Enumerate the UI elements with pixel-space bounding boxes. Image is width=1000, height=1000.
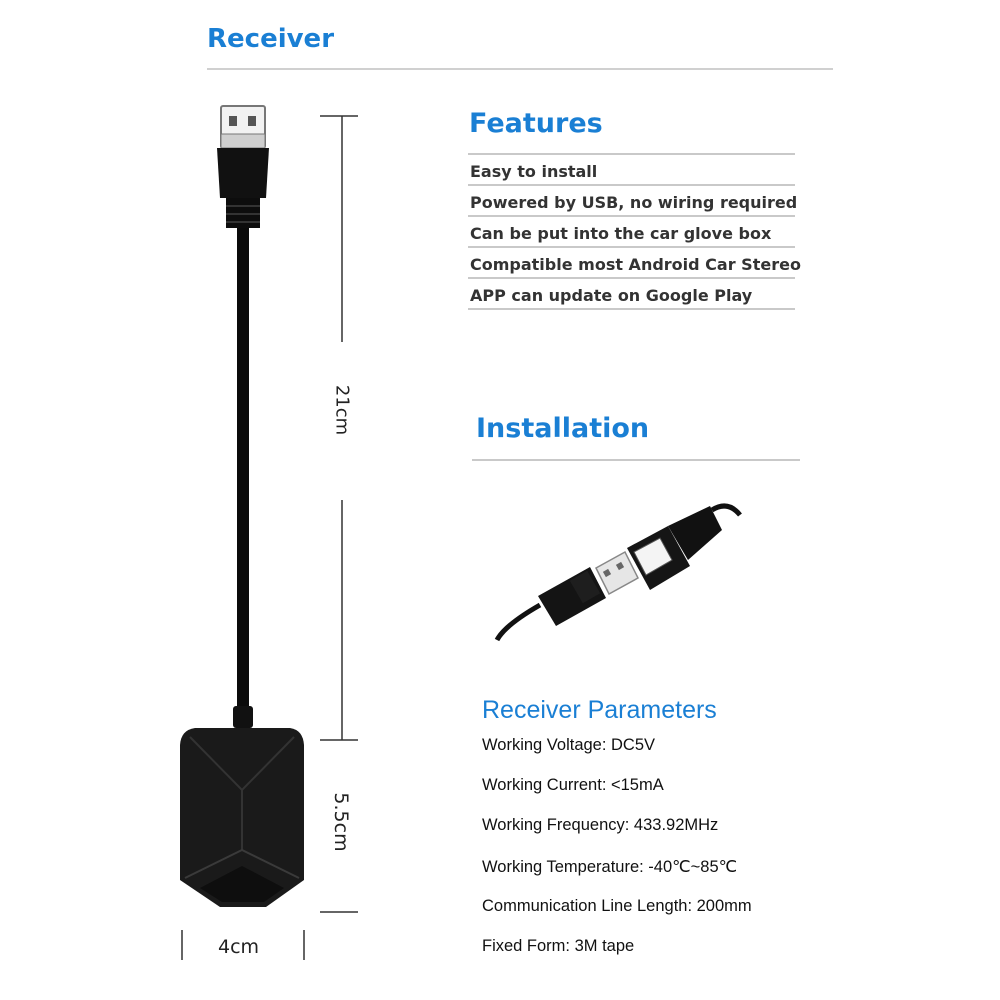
dimension-cable-length: 21cm bbox=[331, 384, 353, 436]
installation-title: Installation bbox=[476, 413, 650, 444]
dimension-body-width: 4cm bbox=[218, 936, 260, 958]
feature-item: Powered by USB, no wiring required bbox=[468, 184, 795, 215]
parameters-title: Receiver Parameters bbox=[482, 696, 717, 724]
features-bottom-rule bbox=[468, 308, 795, 310]
parameter-item: Working Temperature: -40℃~85℃ bbox=[482, 857, 738, 876]
features-list bbox=[468, 153, 801, 310]
parameter-item: Fixed Form: 3M tape bbox=[482, 936, 635, 955]
usb-plug-icon bbox=[217, 106, 269, 228]
usb-extension-illustration bbox=[497, 506, 740, 640]
parameter-item: Communication Line Length: 200mm bbox=[482, 896, 752, 915]
parameter-item: Working Current: <15mA bbox=[482, 776, 664, 795]
dimension-body-length: 5.5cm bbox=[330, 792, 352, 852]
feature-item: Compatible most Android Car Stereo bbox=[468, 246, 795, 277]
parameter-item: Working Voltage: DC5V bbox=[482, 736, 656, 754]
cable bbox=[237, 228, 249, 708]
parameter-item: Working Frequency: 433.92MHz bbox=[482, 816, 719, 835]
receiver-body-icon bbox=[180, 728, 304, 907]
page-title: Receiver bbox=[207, 24, 335, 54]
feature-item: Easy to install bbox=[468, 153, 795, 184]
parameters-list bbox=[482, 736, 752, 977]
feature-item: Can be put into the car glove box bbox=[468, 215, 795, 246]
features-title: Features bbox=[469, 108, 603, 139]
feature-item: APP can update on Google Play bbox=[468, 277, 795, 308]
installation-divider bbox=[472, 459, 800, 461]
